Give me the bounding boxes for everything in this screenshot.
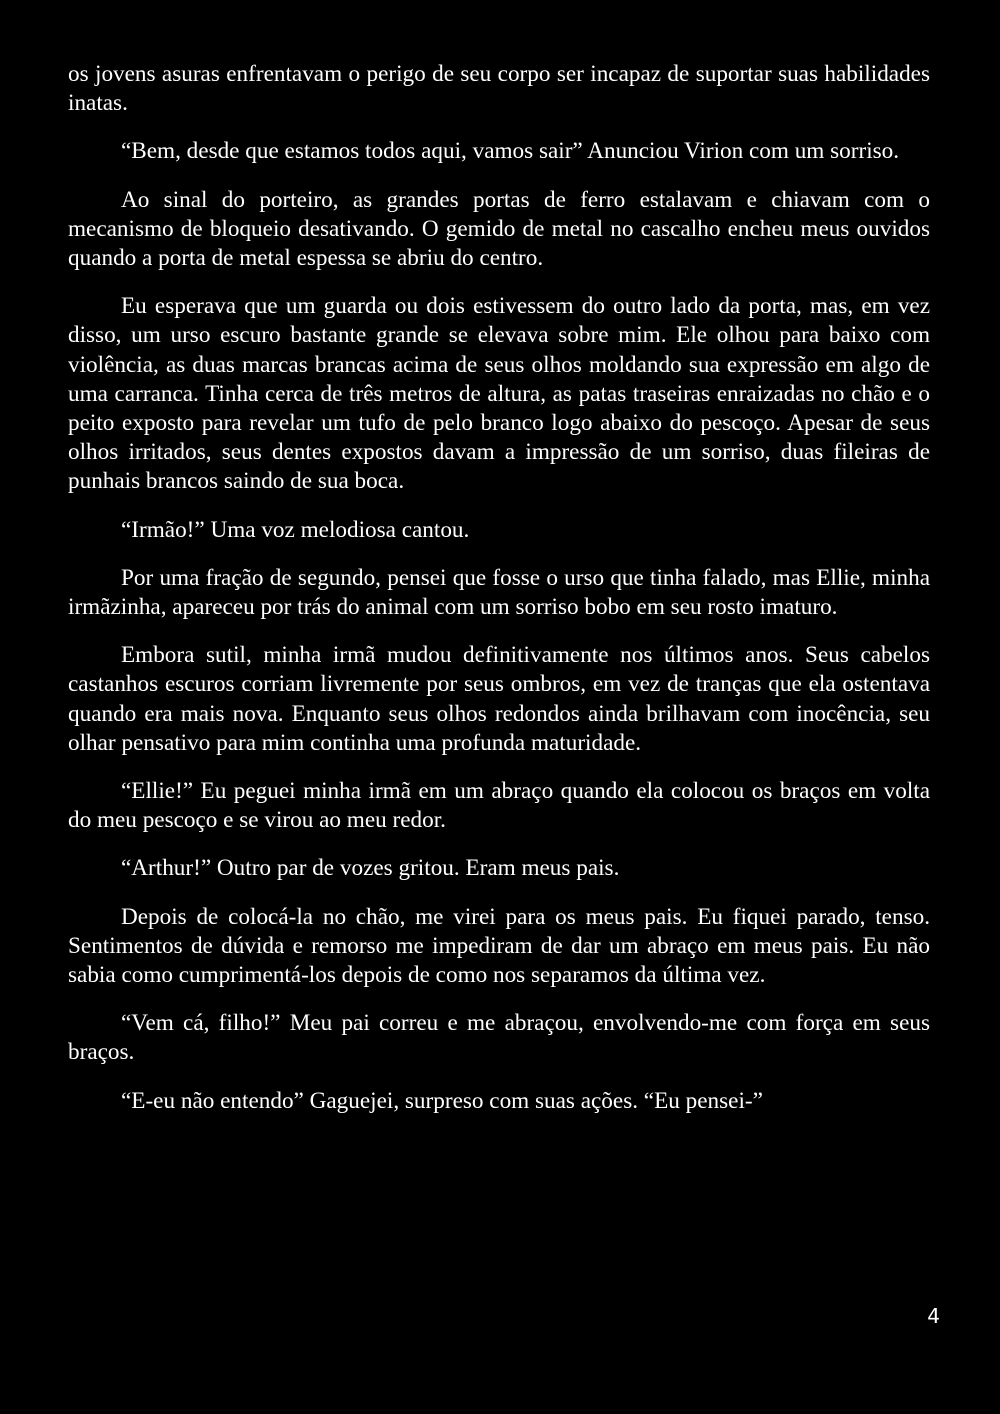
paragraph-father-hug: “Vem cá, filho!” Meu pai correu e me abraçou, envolvendo-me com força em seus braços. bbox=[68, 1010, 930, 1066]
paragraph-ellie-hug: “Ellie!” Eu peguei minha irmã em um abraço quando ela colocou os braços em volta do meu pescoço e se virou ao meu redor. bbox=[68, 778, 930, 834]
paragraph-dark-bear: Eu esperava que um guarda ou dois estivessem do outro lado da porta, mas, em vez disso, um urso escuro bastante grande se elevava sobre mim. Ele olhou para baixo com violência, as duas marcas brancas acima de seus olhos moldando sua expressão em algo de uma carranca. Tinha cerca de três metros de altura, as patas traseiras enraizadas no chão e o peito exposto para revelar um tufo de pelo branco logo abaixo do pescoço. Apesar de seus olhos irritados, seus dentes expostos davam a impressão de um sorriso, duas fileiras de punhais brancos saindo de sua boca. bbox=[68, 293, 930, 495]
paragraph-iron-doors: Ao sinal do porteiro, as grandes portas de ferro estalavam e chiavam com o mecanismo de bloqueio desativando. O gemido de metal no cascalho encheu meus ouvidos quando a porta de metal espessa se abriu do centro. bbox=[68, 186, 930, 272]
paragraph-virion-announcement: “Bem, desde que estamos todos aqui, vamos sair” Anunciou Virion com um sorriso. bbox=[121, 138, 900, 165]
page-number: 4 bbox=[927, 1304, 940, 1328]
document-body bbox=[68, 60, 930, 1135]
paragraph-arthur-call: “Arthur!” Outro par de vozes gritou. Eram meus pais. bbox=[121, 855, 620, 882]
paragraph-stammer: “E-eu não entendo” Gaguejei, surpreso com suas ações. “Eu pensei-” bbox=[121, 1087, 763, 1114]
paragraph-ellie-appears: Por uma fração de segundo, pensei que fosse o urso que tinha falado, mas Ellie, minha irmãzinha, apareceu por trás do animal com um sorriso bobo em seu rosto imaturo. bbox=[68, 564, 930, 621]
paragraph-brother-call: “Irmão!” Uma voz melodiosa cantou. bbox=[121, 516, 470, 543]
paragraph-continuation: os jovens asuras enfrentavam o perigo de seu corpo ser incapaz de suportar suas habilidades inatas. bbox=[68, 61, 930, 117]
paragraph-sister-changed: Embora sutil, minha irmã mudou definitivamente nos últimos anos. Seus cabelos castanhos escuros corriam livremente por seus ombros, em vez de tranças que ela ostentava quando era mais nova. Enquanto seus olhos redondos ainda brilhavam com inocência, seu olhar pensativo para mim continha uma profunda maturidade. bbox=[68, 642, 930, 756]
paragraph-parents-tension: Depois de colocá-la no chão, me virei para os meus pais. Eu fiquei parado, tenso. Sentimentos de dúvida e remorso me impediram de dar um abraço em meus pais. Eu não sabia como cumprimentá-los depois de como nos separamos da última vez. bbox=[68, 903, 930, 989]
